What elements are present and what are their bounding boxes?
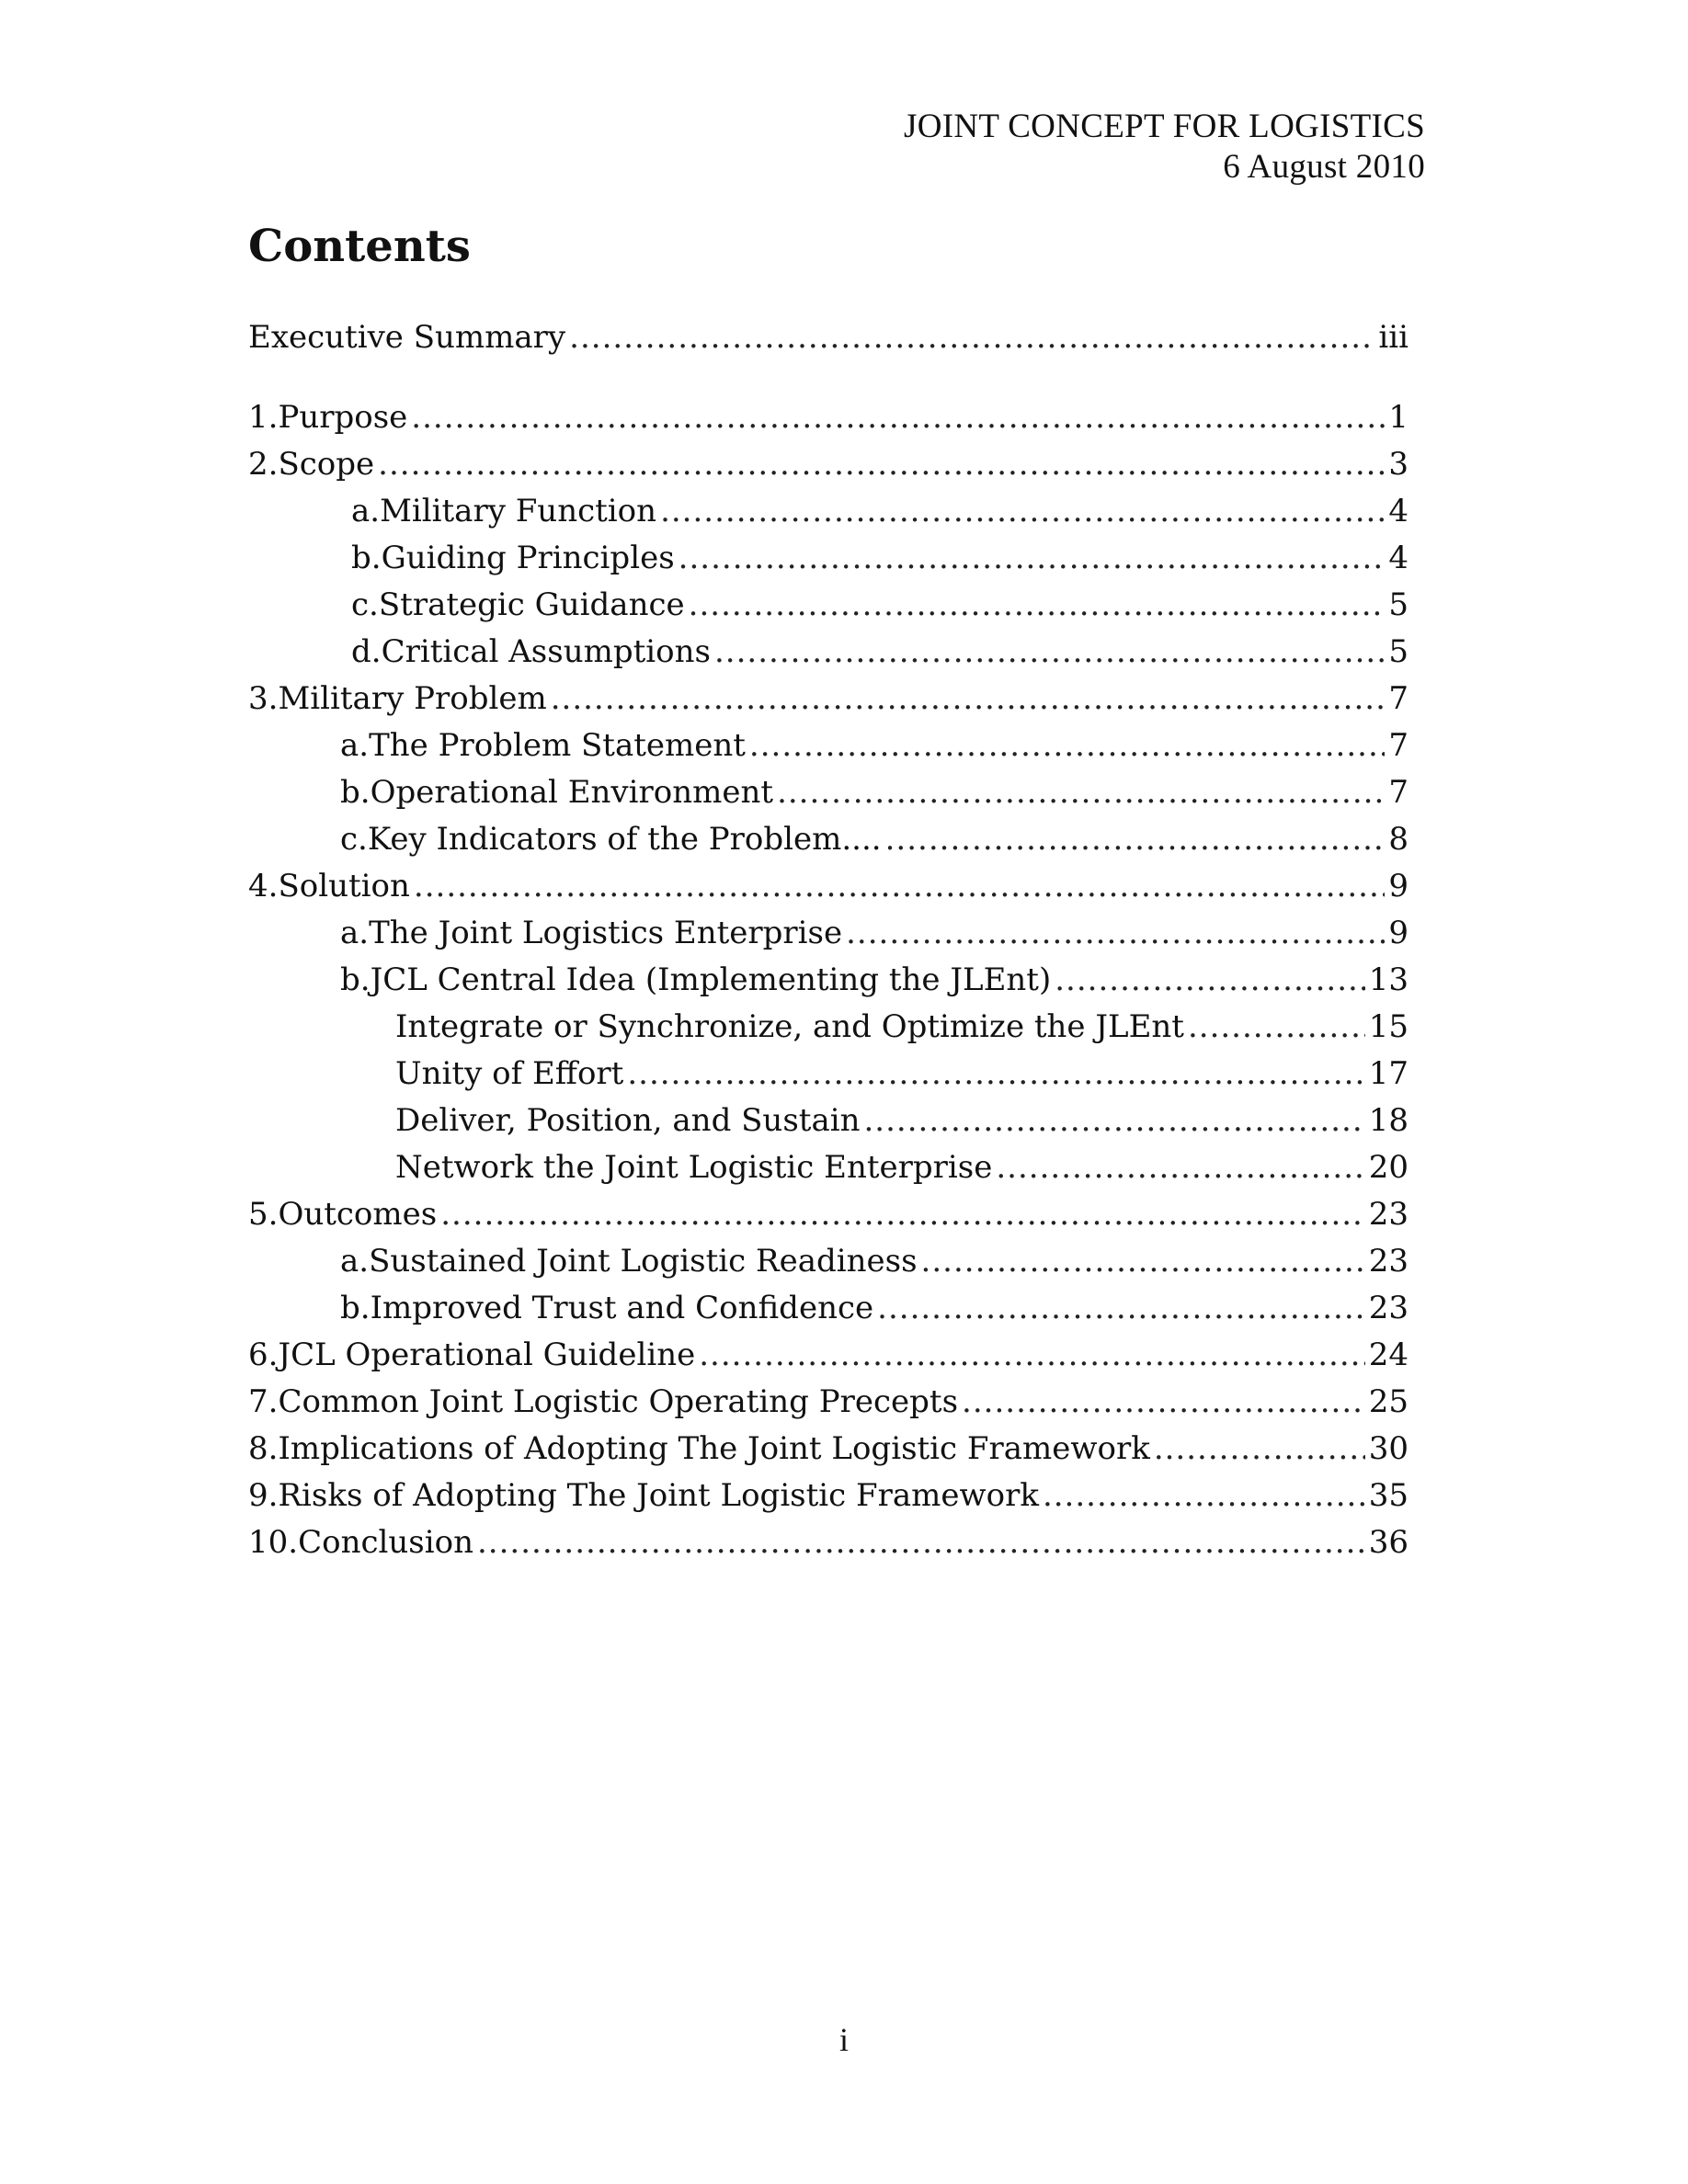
toc-entry-number: 10. xyxy=(248,1524,299,1561)
toc-entry-label: Operational Environment xyxy=(370,774,774,811)
dot-leader xyxy=(689,582,1386,629)
toc-entry-military-function[interactable] xyxy=(248,488,1409,535)
toc-entry-number: 2. xyxy=(248,446,279,483)
toc-entry-military-problem[interactable] xyxy=(248,676,1409,722)
toc-entry-operating-precepts[interactable] xyxy=(248,1379,1409,1426)
dot-leader xyxy=(921,1238,1365,1285)
toc-entry-joint-logistics-enterprise[interactable] xyxy=(248,910,1409,957)
toc-entry-number: c. xyxy=(351,586,379,623)
toc-entry-integrate-synchronize-optimize[interactable] xyxy=(248,1004,1409,1051)
toc-entry-page: 9 xyxy=(1388,868,1409,904)
dot-leader xyxy=(1055,957,1365,1004)
toc-entry-page: 7 xyxy=(1388,774,1409,811)
dot-leader xyxy=(378,441,1385,488)
toc-entry-strategic-guidance[interactable] xyxy=(248,582,1409,629)
toc-entry-sustained-readiness[interactable] xyxy=(248,1238,1409,1285)
page-number: i xyxy=(838,2021,849,2058)
dot-leader xyxy=(1188,1004,1365,1051)
toc-entry-page: 4 xyxy=(1388,493,1409,529)
dot-leader xyxy=(777,769,1385,816)
toc-entry-label: Solution xyxy=(278,868,410,904)
dot-leader xyxy=(996,1144,1364,1191)
dot-leader xyxy=(885,816,1386,863)
toc-entry-page: 9 xyxy=(1388,915,1409,951)
dot-leader xyxy=(477,1519,1365,1566)
toc-entry-label: Key Indicators of the Problem.... xyxy=(367,821,882,858)
dot-leader xyxy=(411,394,1385,441)
toc-entry-label: The Problem Statement xyxy=(369,727,746,764)
toc-entry-number: 4. xyxy=(248,868,279,904)
toc-entry-number: b. xyxy=(340,1290,371,1326)
toc-entry-number: a. xyxy=(340,915,370,951)
toc-entry-page: 23 xyxy=(1368,1290,1409,1326)
toc-entry-purpose[interactable] xyxy=(248,394,1409,441)
toc-entry-page: iii xyxy=(1378,319,1409,356)
toc-entry-number: c. xyxy=(340,821,368,858)
toc-entry-label: Outcomes xyxy=(278,1196,438,1233)
dot-leader xyxy=(679,535,1386,582)
toc-entry-page: 1 xyxy=(1388,399,1409,436)
toc-entry-network-jlent[interactable] xyxy=(248,1144,1409,1191)
toc-entry-risks[interactable] xyxy=(248,1473,1409,1519)
toc-entry-critical-assumptions[interactable] xyxy=(248,629,1409,676)
page-title: Contents xyxy=(248,221,471,272)
toc-entry-label: Deliver, Position, and Sustain xyxy=(395,1102,861,1139)
dot-leader xyxy=(877,1285,1365,1332)
toc-entry-problem-statement[interactable] xyxy=(248,722,1409,769)
toc-entry-jcl-central-idea[interactable] xyxy=(248,957,1409,1004)
dot-leader xyxy=(569,314,1374,361)
dot-leader xyxy=(863,1098,1364,1144)
toc-entry-page: 23 xyxy=(1368,1243,1409,1280)
toc-entry-deliver-position-sustain[interactable] xyxy=(248,1098,1409,1144)
dot-leader xyxy=(551,676,1386,722)
toc-entry-page: 7 xyxy=(1388,727,1409,764)
toc-entry-label: Sustained Joint Logistic Readiness xyxy=(369,1243,918,1280)
toc-entry-number: a. xyxy=(340,1243,370,1280)
toc-entry-guiding-principles[interactable] xyxy=(248,535,1409,582)
toc-entry-label: Integrate or Synchronize, and Optimize the JLEnt xyxy=(395,1008,1184,1045)
dot-leader xyxy=(627,1051,1364,1098)
toc-entry-label: Purpose xyxy=(278,399,408,436)
toc-entry-label: JCL Central Idea (Implementing the JLEnt) xyxy=(370,961,1052,998)
toc-entry-page: 5 xyxy=(1388,586,1409,623)
toc-entry-page: 13 xyxy=(1368,961,1409,998)
header-document-title: JOINT CONCEPT FOR LOGISTICS xyxy=(904,108,1425,145)
dot-leader xyxy=(714,629,1385,676)
toc-entry-label: Risks of Adopting The Joint Logistic Framework xyxy=(278,1477,1039,1514)
toc-entry-operational-environment[interactable] xyxy=(248,769,1409,816)
toc-entry-implications[interactable] xyxy=(248,1426,1409,1473)
toc-entry-label: The Joint Logistics Enterprise xyxy=(369,915,843,951)
toc-entry-page: 18 xyxy=(1368,1102,1409,1139)
dot-leader xyxy=(846,910,1385,957)
toc-entry-label: Scope xyxy=(278,446,375,483)
toc-entry-number: d. xyxy=(351,633,382,670)
toc-entry-page: 15 xyxy=(1368,1008,1409,1045)
toc-entry-number: 6. xyxy=(248,1337,279,1373)
toc-entry-page: 30 xyxy=(1368,1430,1409,1467)
dot-leader xyxy=(749,722,1385,769)
toc-entry-number: 1. xyxy=(248,399,279,436)
toc-entry-operational-guideline[interactable] xyxy=(248,1332,1409,1379)
toc-entry-page: 35 xyxy=(1368,1477,1409,1514)
toc-entry-label: Network the Joint Logistic Enterprise xyxy=(395,1149,993,1186)
toc-entry-number: b. xyxy=(340,774,371,811)
toc-entry-solution[interactable] xyxy=(248,863,1409,910)
toc-entry-page: 24 xyxy=(1368,1337,1409,1373)
dot-leader xyxy=(414,863,1385,910)
toc-entry-number: a. xyxy=(351,493,381,529)
header-date: 6 August 2010 xyxy=(1223,148,1425,186)
toc-entry-label: Unity of Effort xyxy=(395,1055,624,1092)
toc-entry-number: a. xyxy=(340,727,370,764)
toc-entry-label: Common Joint Logistic Operating Precepts xyxy=(278,1383,959,1420)
toc-entry-number: 8. xyxy=(248,1430,279,1467)
toc-entry-scope[interactable] xyxy=(248,441,1409,488)
toc-entry-label: Military Problem xyxy=(278,680,547,717)
toc-entry-conclusion[interactable] xyxy=(248,1519,1409,1566)
toc-entry-page: 36 xyxy=(1368,1524,1409,1561)
toc-entry-key-indicators[interactable] xyxy=(248,816,1409,863)
dot-leader xyxy=(660,488,1385,535)
dot-leader xyxy=(1154,1426,1365,1473)
dot-leader xyxy=(962,1379,1365,1426)
toc-entry-page: 4 xyxy=(1388,540,1409,576)
toc-entry-page: 20 xyxy=(1368,1149,1409,1186)
dot-leader xyxy=(1043,1473,1365,1519)
toc-entry-page: 25 xyxy=(1368,1383,1409,1420)
toc-entry-label: Improved Trust and Confidence xyxy=(370,1290,874,1326)
toc-entry-number: 3. xyxy=(248,680,279,717)
toc-entry-label: Conclusion xyxy=(298,1524,473,1561)
toc-entry-label: Implications of Adopting The Joint Logistic Framework xyxy=(278,1430,1150,1467)
toc-entry-label: Critical Assumptions xyxy=(381,633,711,670)
dot-leader xyxy=(440,1191,1365,1238)
running-header xyxy=(904,107,1425,188)
dot-leader xyxy=(699,1332,1365,1379)
table-of-contents xyxy=(248,314,1409,1566)
toc-entry-page: 23 xyxy=(1368,1196,1409,1233)
toc-entry-number: 9. xyxy=(248,1477,279,1514)
toc-entry-page: 5 xyxy=(1388,633,1409,670)
toc-entry-number: b. xyxy=(340,961,371,998)
toc-entry-label: Executive Summary xyxy=(248,319,566,356)
toc-entry-label: Strategic Guidance xyxy=(378,586,685,623)
toc-entry-page: 7 xyxy=(1388,680,1409,717)
toc-entry-page: 17 xyxy=(1368,1055,1409,1092)
toc-entry-page: 3 xyxy=(1388,446,1409,483)
toc-entry-label: Military Function xyxy=(380,493,657,529)
toc-entry-outcomes[interactable] xyxy=(248,1191,1409,1238)
toc-entry-executive-summary[interactable] xyxy=(248,314,1409,361)
toc-entry-label: Guiding Principles xyxy=(381,540,675,576)
toc-entry-improved-trust[interactable] xyxy=(248,1285,1409,1332)
toc-entry-number: b. xyxy=(351,540,382,576)
toc-entry-number: 7. xyxy=(248,1383,279,1420)
toc-entry-unity-of-effort[interactable] xyxy=(248,1051,1409,1098)
toc-entry-label: JCL Operational Guideline xyxy=(278,1337,696,1373)
toc-entry-page: 8 xyxy=(1388,821,1409,858)
toc-entry-number: 5. xyxy=(248,1196,279,1233)
